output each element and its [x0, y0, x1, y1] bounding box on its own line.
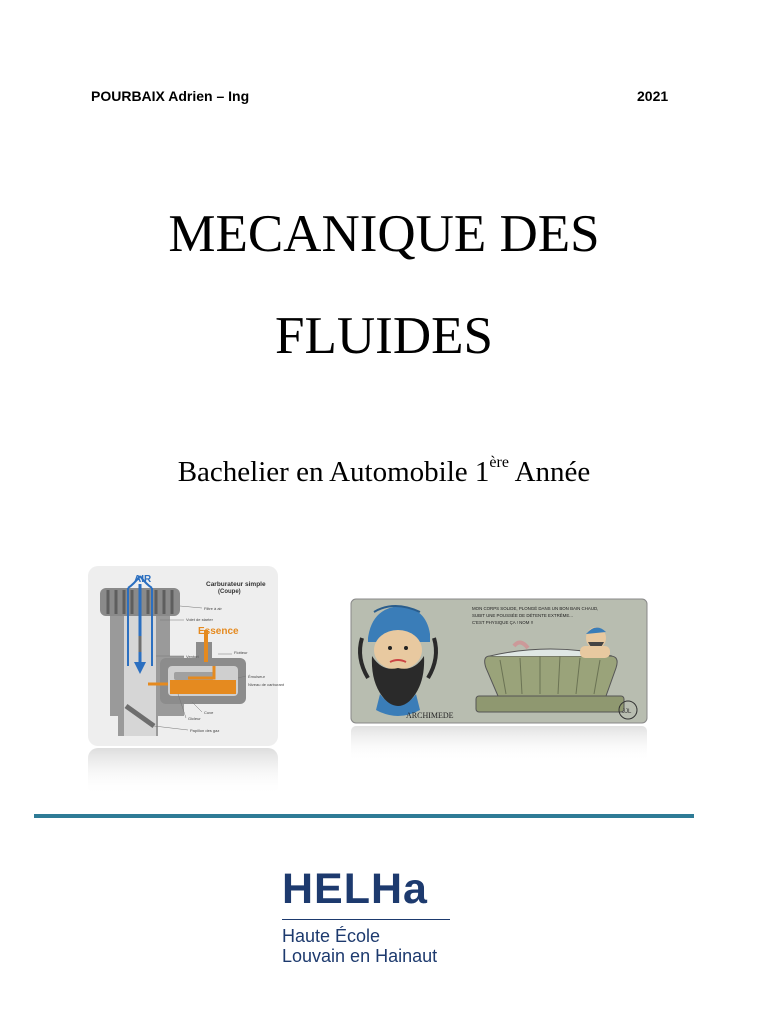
carburetor-title: Carburateur simple [206, 581, 266, 588]
carburetor-illustration [88, 566, 285, 796]
logo-divider [282, 919, 450, 920]
speech-line-1: MON CORPS SOLIDE, PLONGÉ DANS UN BON BAIN CHAUD, [472, 606, 599, 611]
carb-label-bowl: Cuve [204, 710, 214, 715]
subtitle [0, 456, 768, 489]
cartoon-caption: ARCHIMEDE [406, 711, 454, 720]
logo-name: HELHa [282, 865, 428, 913]
carb-label-filter: Filtre à air [204, 606, 222, 611]
horizontal-divider [34, 814, 694, 818]
speech-line-2: SUBIT UNE POUSSÉE DE DÉTENTE EXTRÊME... [472, 613, 573, 618]
title-line-2: FLUIDES [275, 307, 493, 365]
carb-label-level: Niveau de carburant [248, 682, 285, 687]
archimedes-cartoon [350, 598, 648, 763]
speech-line-3: C'EST PHYSIQUE ÇA ! NOM !! [472, 620, 534, 625]
carb-label-throttle: Papillon des gaz [190, 728, 220, 733]
subtitle-text: Bachelier en Automobile 1 [177, 456, 490, 488]
cartoon-signature: JJL [622, 709, 632, 715]
carb-label-choke: Volet de starter [186, 617, 213, 622]
carb-label-venturi: Venturi [186, 654, 199, 659]
carb-label-emulsion: Émulseur [248, 674, 265, 679]
author-name: POURBAIX Adrien – Ing [91, 88, 250, 104]
document-year: 2021 [637, 88, 669, 104]
carb-label-jet: Gicleur [188, 716, 201, 721]
carburetor-subtitle: (Coupe) [218, 589, 241, 595]
logo-line-2: Louvain en Hainaut [282, 946, 438, 966]
title-line-1: MECANIQUE DES [168, 205, 600, 263]
carb-label-float: Flotteur [234, 650, 248, 655]
essence-label: Essence [198, 626, 239, 637]
air-label: AIR [134, 574, 152, 585]
logo-line-1: Haute École [282, 926, 381, 946]
subtitle-superscript: ère [489, 454, 509, 471]
subtitle-year-label: Année [508, 456, 591, 488]
helha-logo [282, 865, 472, 966]
